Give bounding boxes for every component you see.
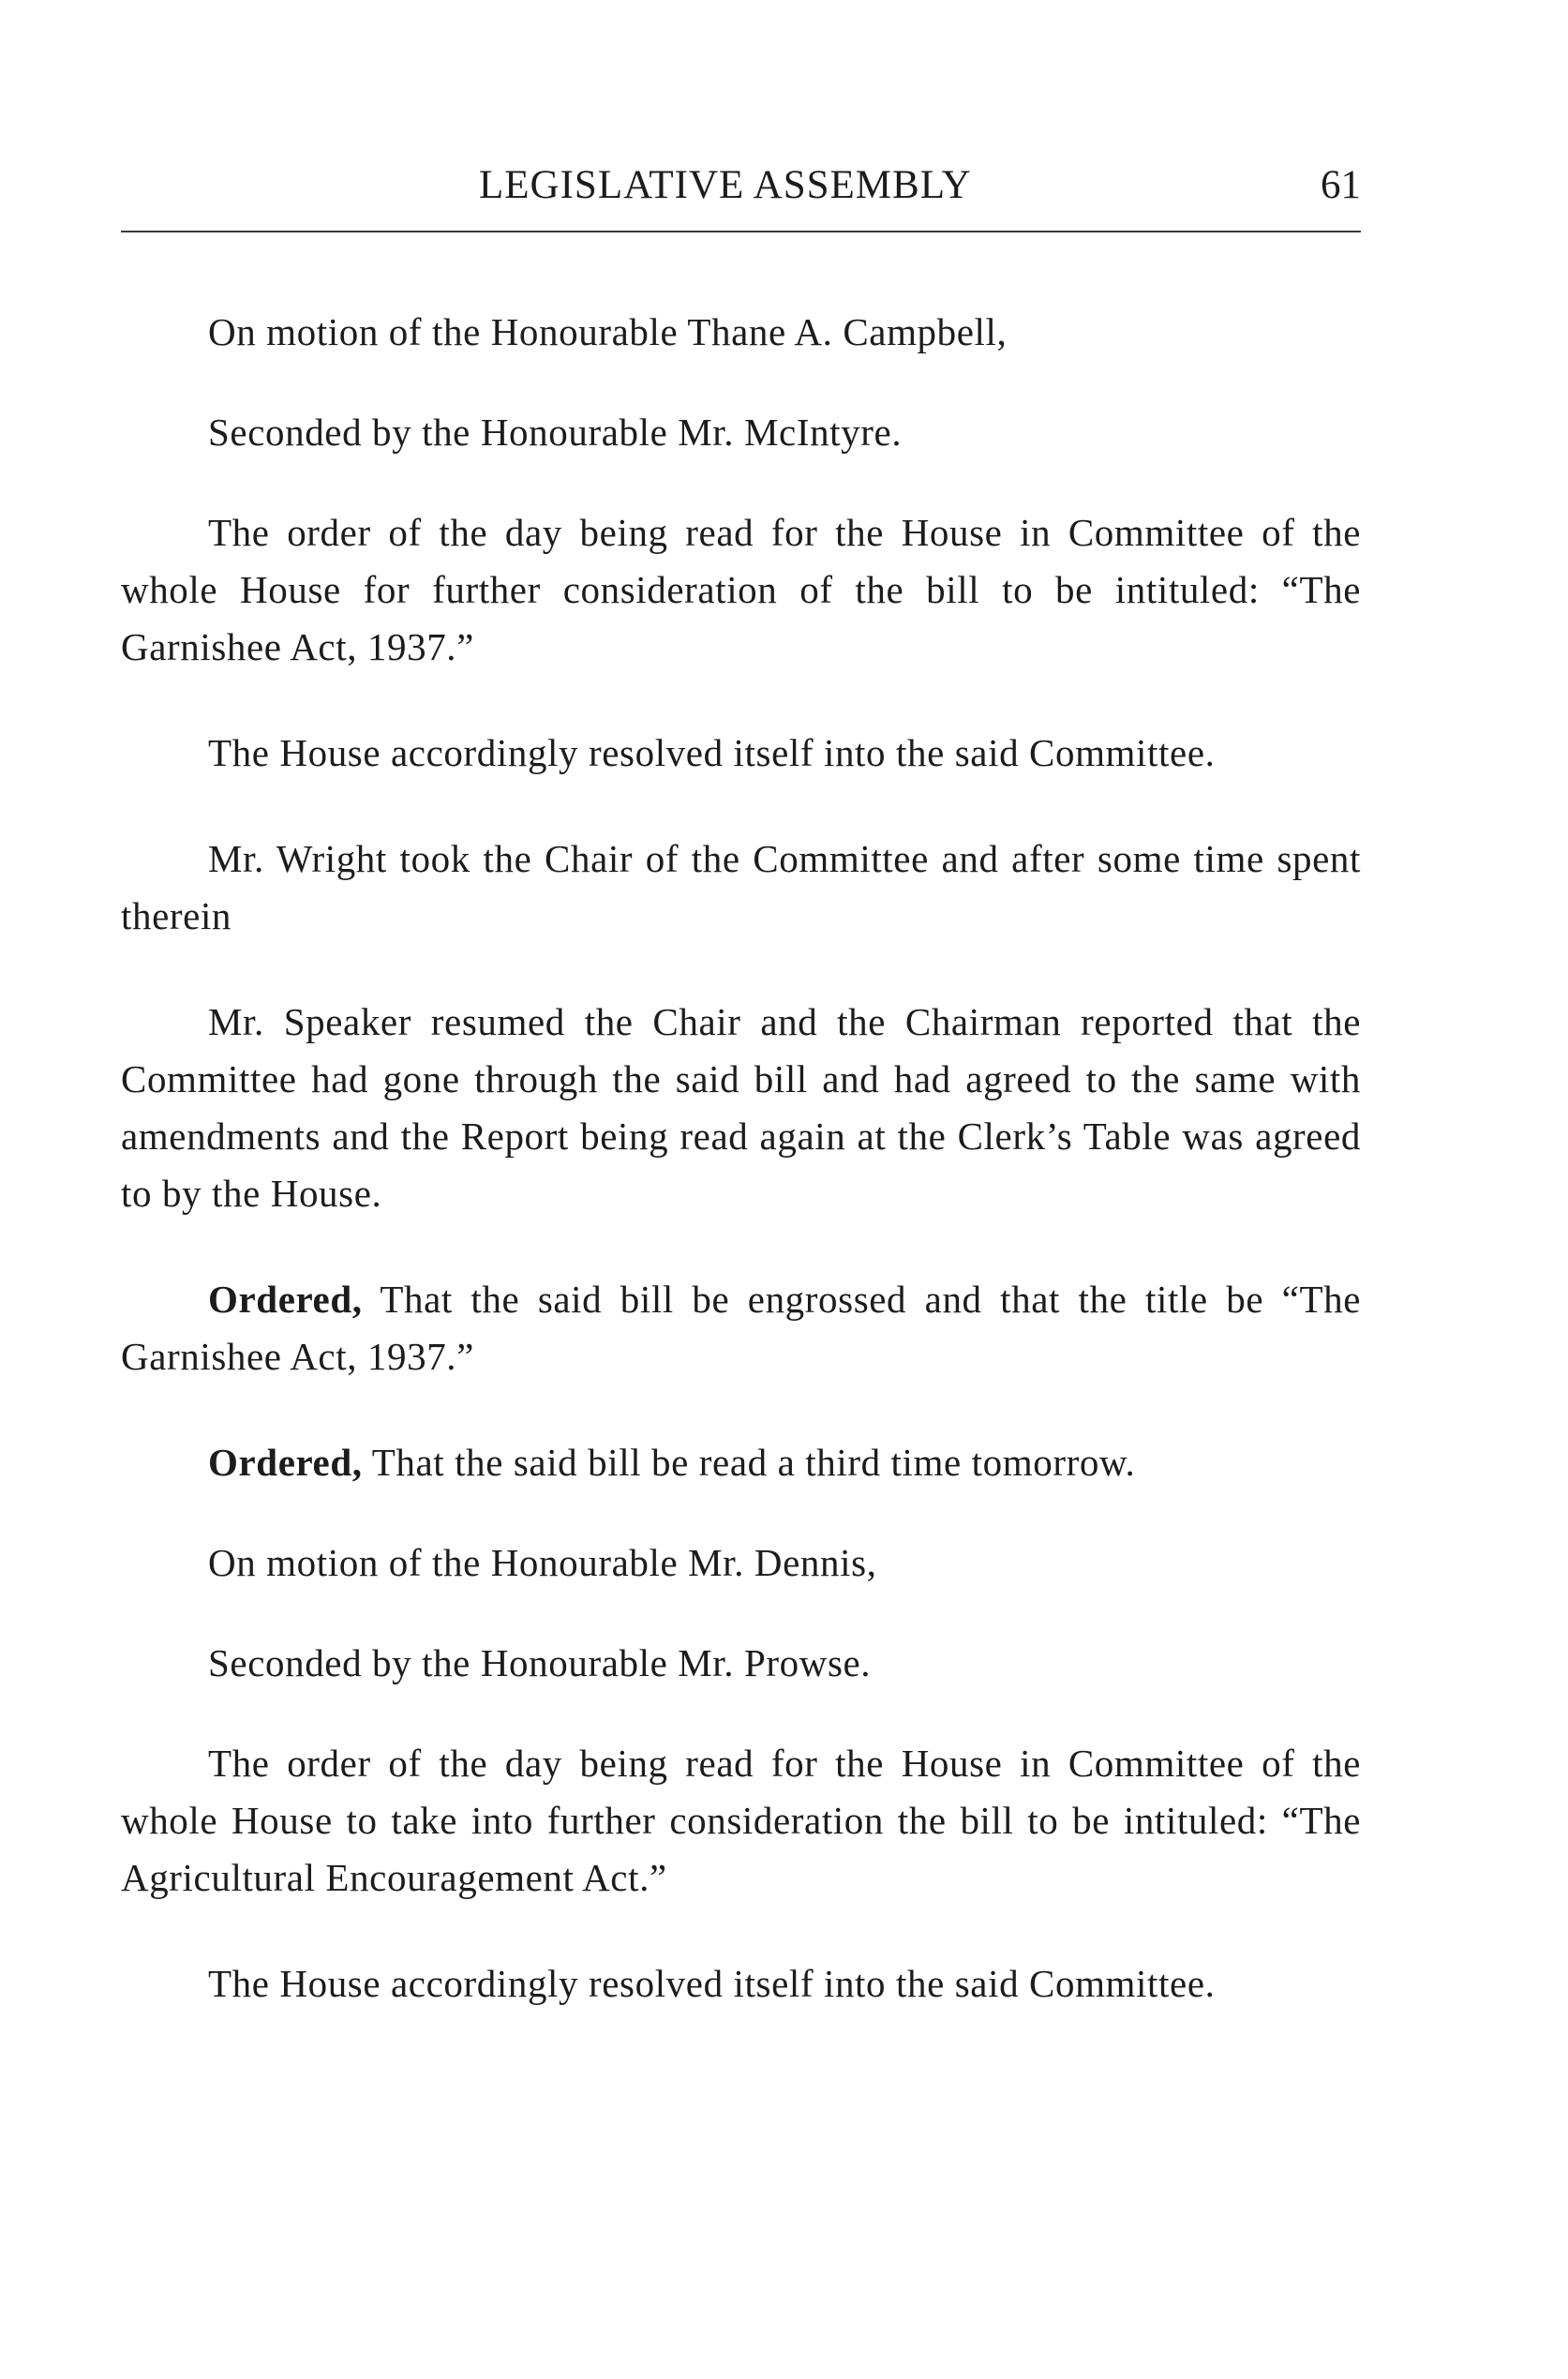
ordered-lead: Ordered, bbox=[208, 1278, 363, 1321]
paragraph-motion-dennis: On motion of the Honourable Mr. Dennis, bbox=[208, 1541, 877, 1584]
ordered-lead: Ordered, bbox=[208, 1441, 363, 1484]
paragraph-ordered-engrossed: Ordered, That the said bill be engrossed and that the title be “The Garnishee Act, 1937.” bbox=[121, 1278, 1361, 1378]
paragraph-wright-chair: Mr. Wright took the Chair of the Committee and after some time spent therein bbox=[121, 837, 1361, 937]
paragraph-ordered-third-reading: Ordered, That the said bill be read a third time tomorrow. bbox=[208, 1441, 1136, 1484]
paragraph-seconded-mcintyre: Seconded by the Honourable Mr. McIntyre. bbox=[208, 411, 903, 454]
running-title: LEGISLATIVE ASSEMBLY bbox=[479, 163, 972, 207]
running-header bbox=[121, 157, 1361, 214]
page-number: 61 bbox=[1321, 163, 1361, 207]
paragraph-speaker-resumed: Mr. Speaker resumed the Chair and the Chairman reported that the Committee had gone through the said bill and had agreed to the same with amendments and the Report being read again at the Clerk’s Table was agreed to by the House. bbox=[121, 1000, 1361, 1215]
header-rule bbox=[121, 231, 1361, 232]
paragraph-house-resolved-2: The House accordingly resolved itself into the said Committee. bbox=[208, 1962, 1216, 2005]
paragraph-order-garnishee: The order of the day being read for the House in Committee of the whole House for further consideration of the bill to be intituled: “The Garnishee Act, 1937.” bbox=[121, 511, 1361, 668]
body-text bbox=[121, 304, 1361, 2061]
paragraph-motion-campbell: On motion of the Honourable Thane A. Campbell, bbox=[208, 310, 1008, 353]
paragraph-house-resolved-1: The House accordingly resolved itself into the said Committee. bbox=[208, 731, 1216, 774]
paragraph-order-agricultural: The order of the day being read for the House in Committee of the whole House to take into further consideration the bill to be intituled: “The Agricultural Encouragement Act.” bbox=[121, 1742, 1361, 1899]
paragraph-seconded-prowse: Seconded by the Honourable Mr. Prowse. bbox=[208, 1641, 872, 1684]
